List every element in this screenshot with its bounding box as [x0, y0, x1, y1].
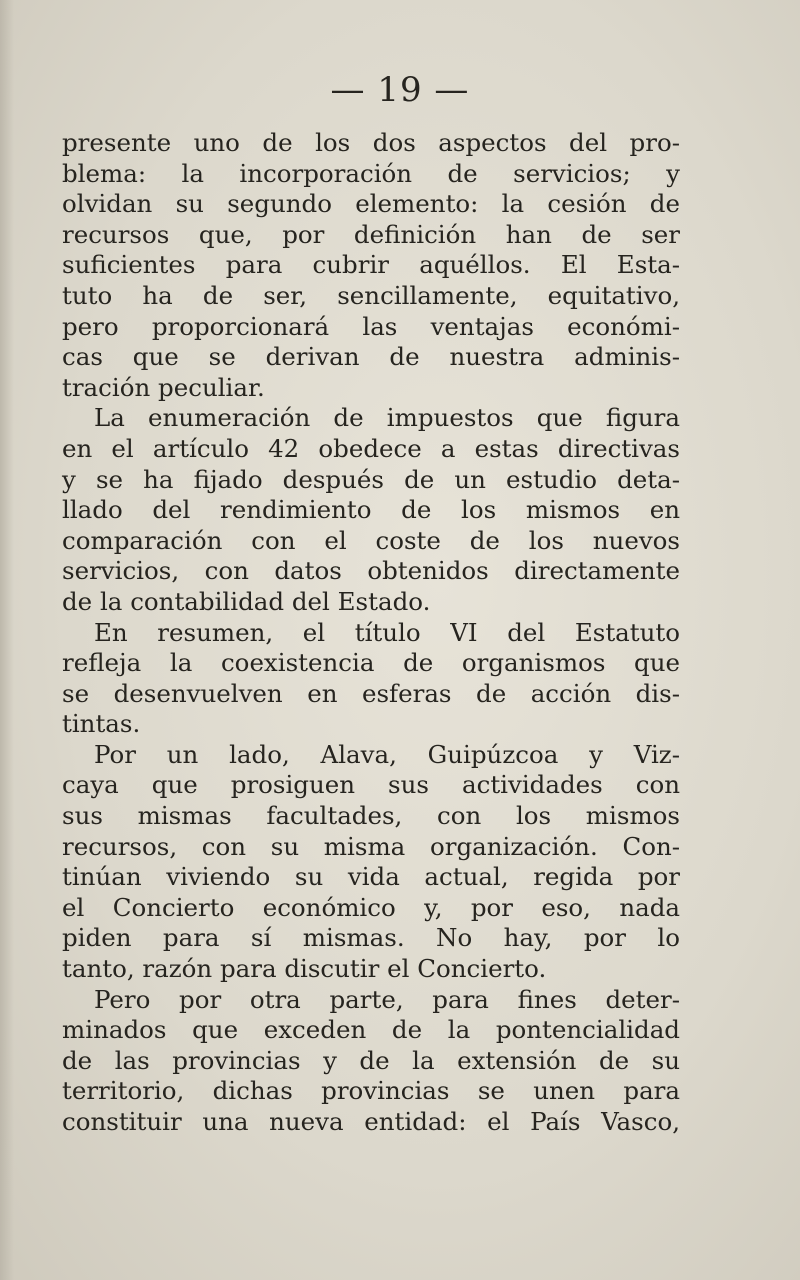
text-line: blema: la incorporación de servicios; y: [62, 158, 680, 188]
text-line: cas que se derivan de nuestra adminis-: [62, 342, 680, 372]
text-line: llado del rendimiento de los mismos en: [62, 495, 680, 525]
text-line: presente uno de los dos aspectos del pro-: [62, 128, 680, 157]
text-line: territorio, dichas provincias se unen para: [62, 1076, 680, 1106]
text-line: comparación con el coste de los nuevos: [62, 525, 680, 555]
text-line: tinúan viviendo su vida actual, regida por: [62, 862, 680, 892]
text-line: minados que exceden de la pontencialidad: [62, 1015, 680, 1045]
text-line: de la contabilidad del Estado.: [62, 586, 431, 616]
text-line: tanto, razón para discutir el Concierto.: [62, 954, 547, 984]
text-line: de las provincias y de la extensión de su: [62, 1045, 680, 1075]
text-line: y se ha fijado después de un estudio deta-: [62, 464, 680, 494]
page-number: — 19 —: [330, 70, 470, 110]
text-line: tración peculiar.: [62, 372, 265, 402]
text-line: olvidan su segundo elemento: la cesión de: [62, 189, 680, 219]
text-line: piden para sí mismas. No hay, por lo: [62, 923, 680, 953]
text-line: el Concierto económico y, por eso, nada: [62, 892, 680, 922]
text-line: constituir una nueva entidad: el País Vasco,: [62, 1107, 680, 1136]
text-line: caya que prosiguen sus actividades con: [62, 770, 680, 800]
text-line: recursos, con su misma organización. Con-: [62, 831, 680, 861]
text-line: En resumen, el título VI del Estatuto: [94, 617, 680, 647]
text-line: suficientes para cubrir aquéllos. El Esta-: [62, 250, 680, 280]
spine-shadow: [0, 0, 14, 1280]
text-line: sus mismas facultades, con los mismos: [62, 801, 680, 831]
body-text: [62, 128, 680, 1138]
text-line: Pero por otra parte, para fines deter-: [94, 984, 680, 1014]
text-line: recursos que, por definición han de ser: [62, 219, 680, 249]
text-line: servicios, con datos obtenidos directamente: [62, 556, 680, 586]
text-line: Por un lado, Alava, Guipúzcoa y Viz-: [94, 739, 680, 769]
text-line: La enumeración de impuestos que figura: [94, 403, 680, 433]
text-line: refleja la coexistencia de organismos que: [62, 648, 680, 678]
text-line: en el artículo 42 obedece a estas directivas: [62, 433, 680, 463]
text-line: se desenvuelven en esferas de acción dis-: [62, 678, 680, 708]
text-line: tuto ha de ser, sencillamente, equitativo,: [62, 280, 680, 310]
text-line: tintas.: [62, 709, 141, 739]
text-line: pero proporcionará las ventajas económi-: [62, 311, 680, 341]
